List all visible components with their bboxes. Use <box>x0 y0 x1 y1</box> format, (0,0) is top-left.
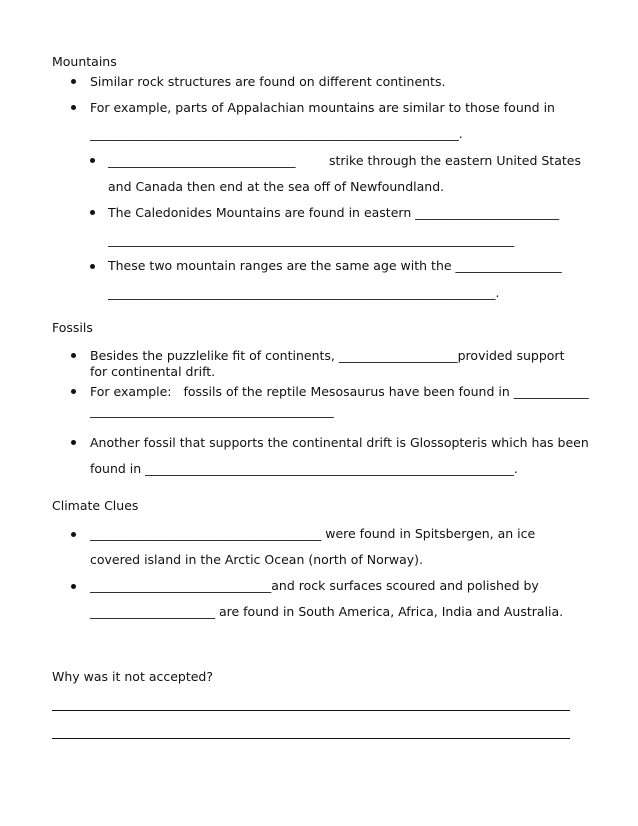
climate-bullet-2-cont: ____________________ are found in South America, Africa, India and Australia. <box>90 604 564 619</box>
bullet <box>71 353 76 358</box>
mountains-sub-3: These two mountain ranges are the same age with the _________________ <box>108 258 562 273</box>
mountains-bullet-1: Similar rock structures are found on different continents. <box>90 74 446 89</box>
mountains-sub-1-text: strike through the eastern United States <box>329 153 581 168</box>
sub-bullet <box>90 264 95 269</box>
sub-bullet <box>90 210 95 215</box>
climate-bullet-2: _____________________________and rock surfaces scoured and polished by <box>90 578 539 593</box>
bullet <box>71 584 76 589</box>
mountains-sub-2: The Caledonides Mountains are found in eastern _______________________ <box>108 205 559 220</box>
bullet <box>71 389 76 394</box>
bullet <box>71 79 76 84</box>
fossils-bullet-2-blank[interactable]: _______________________________________ <box>90 403 334 418</box>
section-heading-climate: Climate Clues <box>52 498 139 513</box>
mountains-sub-1-cont: and Canada then end at the sea off of Newfoundland. <box>108 179 445 194</box>
fossils-bullet-3: Another fossil that supports the continental drift is Glossopteris which has been <box>90 435 589 450</box>
bullet <box>71 105 76 110</box>
section-heading-mountains: Mountains <box>52 54 117 69</box>
fossils-bullet-1-line-2: for continental drift. <box>90 364 216 379</box>
bullet <box>71 440 76 445</box>
mountains-sub-2-blank[interactable]: _________________________________________________________________ <box>108 232 515 247</box>
why-question: Why was it not accepted? <box>52 669 214 684</box>
fossils-bullet-1-line-1: Besides the puzzlelike fit of continents, ___________________provided support <box>90 348 565 363</box>
mountains-sub-3-blank[interactable]: ______________________________________________________________. <box>108 285 500 300</box>
mountains-bullet-2-blank[interactable]: ___________________________________________________________. <box>90 126 463 141</box>
bullet <box>71 532 76 537</box>
mountains-bullet-2: For example, parts of Appalachian mountains are similar to those found in <box>90 100 555 115</box>
climate-bullet-1-cont: covered island in the Arctic Ocean (north of Norway). <box>90 552 424 567</box>
mountains-sub-1-blank[interactable]: ______________________________ <box>108 153 296 168</box>
sub-bullet <box>90 158 95 163</box>
section-heading-fossils: Fossils <box>52 320 93 335</box>
answer-line-2[interactable] <box>52 738 570 739</box>
climate-bullet-1: _____________________________________ were found in Spitsbergen, an ice <box>90 526 536 541</box>
answer-line-1[interactable] <box>52 710 570 711</box>
fossils-bullet-3-cont: found in ___________________________________________________________. <box>90 461 518 476</box>
fossils-bullet-2: For example: fossils of the reptile Mesosaurus have been found in ____________ <box>90 384 589 399</box>
